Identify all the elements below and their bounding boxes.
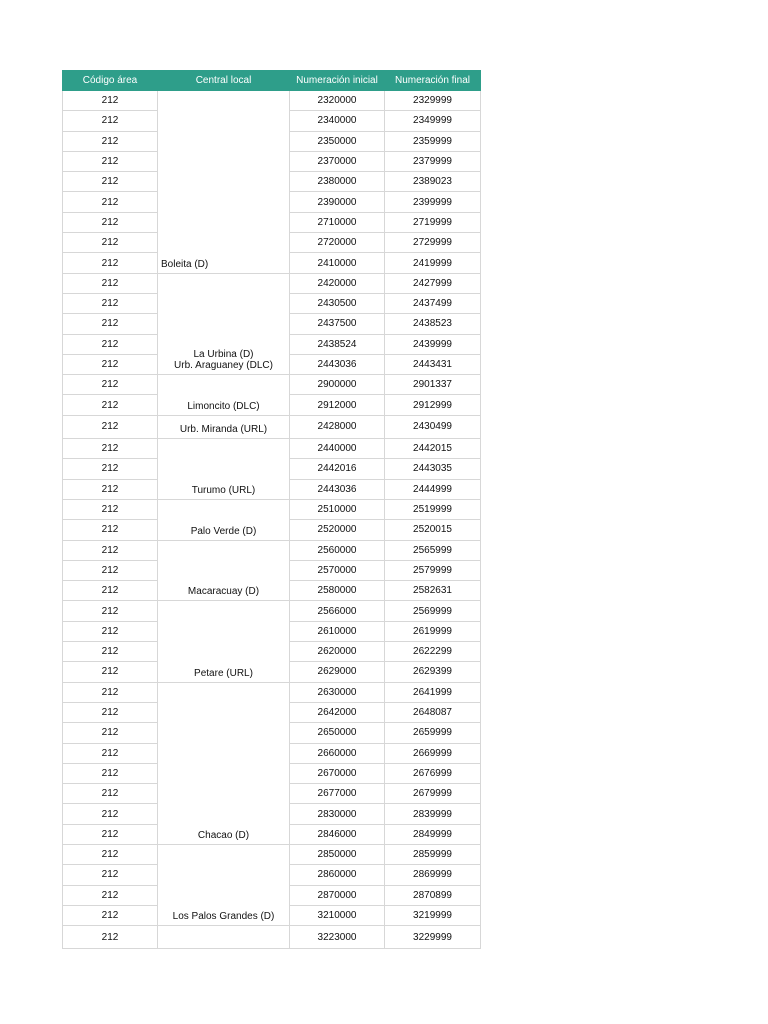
central-local-cell [158,499,290,540]
start-number-cell: 2320000 [290,91,385,111]
table-row [63,273,481,293]
end-number-cell: 2419999 [385,253,481,273]
area-code-cell: 212 [63,131,158,151]
area-code-cell: 212 [63,375,158,395]
table-row [63,844,481,864]
area-code-cell: 212 [63,844,158,864]
end-number-cell: 2379999 [385,151,481,171]
area-code-cell: 212 [63,172,158,192]
end-number-cell: 2641999 [385,682,481,702]
start-number-cell: 2830000 [290,804,385,824]
table-row [63,375,481,395]
end-number-cell: 2399999 [385,192,481,212]
area-code-cell: 212 [63,293,158,313]
end-number-cell: 2719999 [385,212,481,232]
start-number-cell: 2650000 [290,723,385,743]
area-code-cell: 212 [63,520,158,540]
end-number-cell: 3219999 [385,905,481,925]
start-number-cell: 2420000 [290,273,385,293]
central-local-label: Los Palos Grandes (D) [172,911,275,923]
central-local-cell [158,273,290,374]
start-number-cell: 2620000 [290,642,385,662]
table-row [63,91,481,111]
area-code-cell: 212 [63,642,158,662]
area-code-cell: 212 [63,581,158,601]
table-row [63,439,481,459]
start-number-cell: 2670000 [290,763,385,783]
start-number-cell: 2870000 [290,885,385,905]
end-number-cell: 2565999 [385,540,481,560]
central-local-cell [158,439,290,500]
start-number-cell: 2443036 [290,354,385,374]
table-row [63,682,481,702]
area-code-cell: 212 [63,459,158,479]
central-local-cell [158,415,290,438]
start-number-cell: 2912000 [290,395,385,415]
end-number-cell: 2389023 [385,172,481,192]
end-number-cell: 2569999 [385,601,481,621]
end-number-cell: 2443431 [385,354,481,374]
area-code-cell: 212 [63,415,158,438]
central-local-cell [158,375,290,416]
end-number-cell: 2438523 [385,314,481,334]
start-number-cell: 2440000 [290,439,385,459]
start-number-cell: 2520000 [290,520,385,540]
end-number-cell: 2519999 [385,499,481,519]
end-number-cell: 2349999 [385,111,481,131]
central-local-cell [158,601,290,682]
area-code-cell: 212 [63,723,158,743]
central-local-cell [158,540,290,601]
area-code-cell: 212 [63,253,158,273]
area-code-cell: 212 [63,395,158,415]
start-number-cell: 2560000 [290,540,385,560]
area-code-cell: 212 [63,212,158,232]
start-number-cell: 3223000 [290,926,385,949]
header-row [63,71,481,91]
start-number-cell: 2390000 [290,192,385,212]
end-number-cell: 2582631 [385,581,481,601]
area-code-cell: 212 [63,784,158,804]
start-number-cell: 2570000 [290,560,385,580]
start-number-cell: 2437500 [290,314,385,334]
central-local-label: Boleita (D) [161,258,209,270]
end-number-cell: 2619999 [385,621,481,641]
header-central: Central local [158,71,290,91]
area-code-cell: 212 [63,682,158,702]
start-number-cell: 2710000 [290,212,385,232]
end-number-cell: 2669999 [385,743,481,763]
area-code-cell: 212 [63,192,158,212]
area-code-cell: 212 [63,601,158,621]
end-number-cell: 2869999 [385,865,481,885]
start-number-cell: 2442016 [290,459,385,479]
start-number-cell: 2443036 [290,479,385,499]
table-row [63,540,481,560]
end-number-cell: 2430499 [385,415,481,438]
end-number-cell: 2443035 [385,459,481,479]
central-local-label: La Urbina (D) [193,349,254,361]
central-local-label: Macaracuay (D) [187,586,260,598]
central-local-label: Petare (URL) [194,667,253,679]
start-number-cell: 2629000 [290,662,385,682]
end-number-cell: 2659999 [385,723,481,743]
end-number-cell: 2729999 [385,233,481,253]
central-local-label: Turumo (URL) [191,484,256,496]
end-number-cell: 2359999 [385,131,481,151]
area-code-cell: 212 [63,354,158,374]
area-code-cell: 212 [63,885,158,905]
area-code-cell: 212 [63,499,158,519]
end-number-cell: 2439999 [385,334,481,354]
table-row [63,926,481,949]
end-number-cell: 2676999 [385,763,481,783]
area-code-cell: 212 [63,111,158,131]
area-code-cell: 212 [63,702,158,722]
start-number-cell: 2860000 [290,865,385,885]
start-number-cell: 2340000 [290,111,385,131]
area-code-cell: 212 [63,233,158,253]
central-local-label: Limoncito (DLC) [187,400,260,412]
start-number-cell: 2350000 [290,131,385,151]
central-local-cell [158,926,290,949]
area-code-cell: 212 [63,540,158,560]
start-number-cell: 2566000 [290,601,385,621]
area-code-cell: 212 [63,560,158,580]
end-number-cell: 2839999 [385,804,481,824]
end-number-cell: 2520015 [385,520,481,540]
area-code-cell: 212 [63,743,158,763]
end-number-cell: 2622299 [385,642,481,662]
end-number-cell: 2444999 [385,479,481,499]
central-local-label: Chacao (D) [197,829,250,841]
area-code-cell: 212 [63,865,158,885]
start-number-cell: 2630000 [290,682,385,702]
central-local-cell [158,844,290,925]
area-code-cell: 212 [63,334,158,354]
area-code-cell: 212 [63,151,158,171]
end-number-cell: 2329999 [385,91,481,111]
start-number-cell: 2430500 [290,293,385,313]
table-body [63,91,481,949]
end-number-cell: 2901337 [385,375,481,395]
end-number-cell: 2427999 [385,273,481,293]
start-number-cell: 2410000 [290,253,385,273]
area-code-cell: 212 [63,479,158,499]
end-number-cell: 2442015 [385,439,481,459]
start-number-cell: 2510000 [290,499,385,519]
area-code-cell: 212 [63,273,158,293]
start-number-cell: 2642000 [290,702,385,722]
table-row [63,415,481,438]
start-number-cell: 2850000 [290,844,385,864]
start-number-cell: 2900000 [290,375,385,395]
central-local-label: Urb. Miranda (URL) [179,424,268,436]
header-area-code: Código área [63,71,158,91]
area-code-cell: 212 [63,804,158,824]
area-code-cell: 212 [63,662,158,682]
end-number-cell: 2859999 [385,844,481,864]
area-code-cell: 212 [63,926,158,949]
end-number-cell: 2648087 [385,702,481,722]
table-header [63,71,481,91]
start-number-cell: 2610000 [290,621,385,641]
area-code-cell: 212 [63,905,158,925]
start-number-cell: 3210000 [290,905,385,925]
central-local-cell [158,682,290,844]
central-local-label: Urb. Araguaney (DLC) [174,360,273,372]
start-number-cell: 2846000 [290,824,385,844]
start-number-cell: 2380000 [290,172,385,192]
area-code-cell: 212 [63,824,158,844]
central-local-label: Palo Verde (D) [190,525,257,537]
numbering-table [62,70,481,949]
central-local-cell [158,91,290,274]
start-number-cell: 2438524 [290,334,385,354]
end-number-cell: 2870899 [385,885,481,905]
end-number-cell: 2912999 [385,395,481,415]
start-number-cell: 2677000 [290,784,385,804]
end-number-cell: 2849999 [385,824,481,844]
start-number-cell: 2428000 [290,415,385,438]
table-row [63,601,481,621]
area-code-cell: 212 [63,439,158,459]
table-row [63,499,481,519]
start-number-cell: 2580000 [290,581,385,601]
area-code-cell: 212 [63,314,158,334]
start-number-cell: 2660000 [290,743,385,763]
start-number-cell: 2720000 [290,233,385,253]
area-code-cell: 212 [63,621,158,641]
end-number-cell: 2629399 [385,662,481,682]
header-end-number: Numeración final [385,71,481,91]
end-number-cell: 2679999 [385,784,481,804]
area-code-cell: 212 [63,763,158,783]
end-number-cell: 3229999 [385,926,481,949]
end-number-cell: 2579999 [385,560,481,580]
start-number-cell: 2370000 [290,151,385,171]
header-start-number: Numeración inicial [290,71,385,91]
area-code-cell: 212 [63,91,158,111]
end-number-cell: 2437499 [385,293,481,313]
